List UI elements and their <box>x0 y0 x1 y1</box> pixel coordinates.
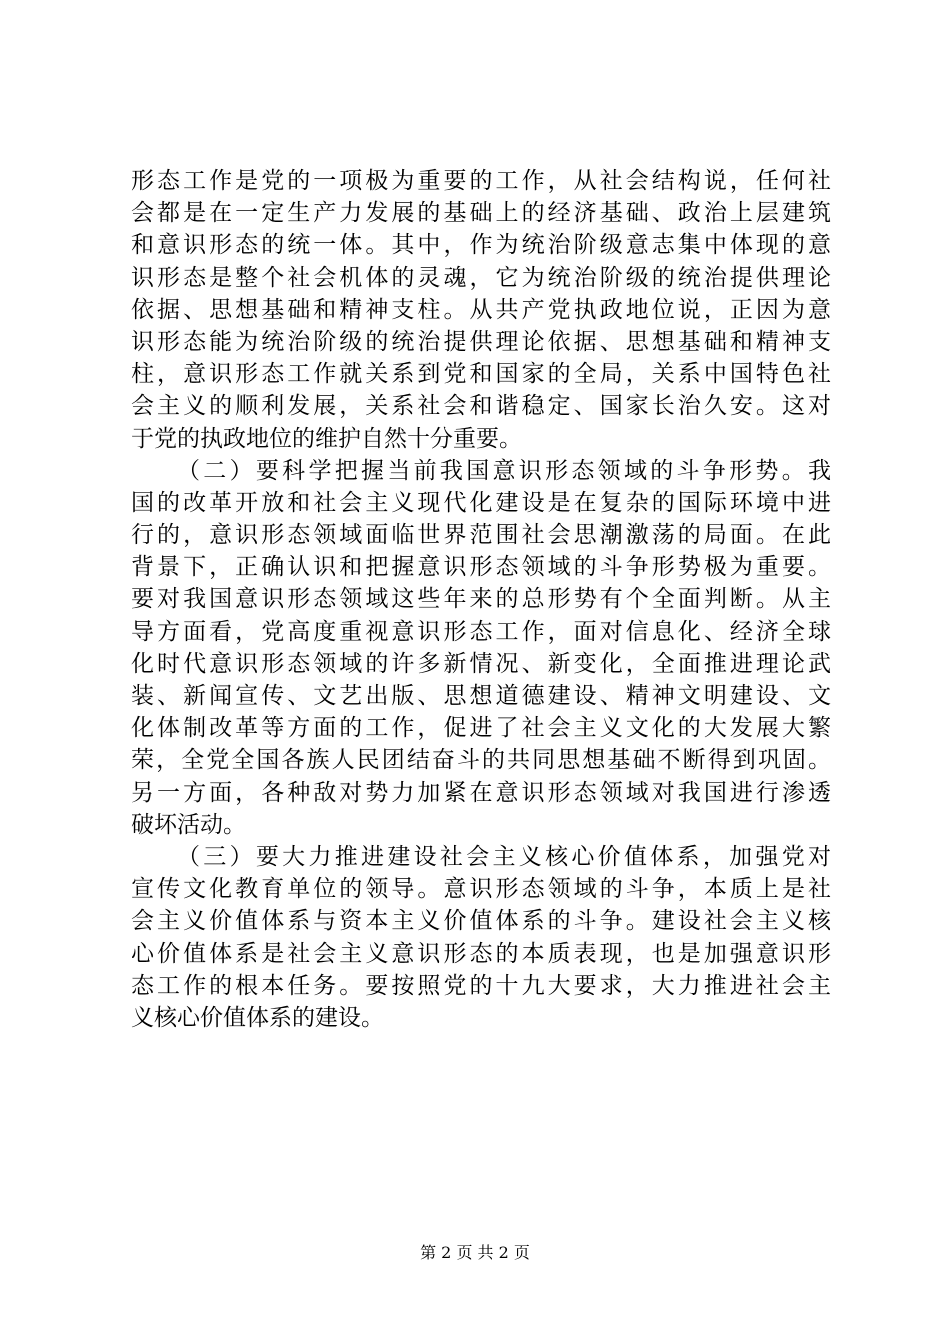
text-line: 心价值体系是社会主义意识形态的本质表现，也是加强意识形 <box>131 940 831 967</box>
text-line: 会主义价值体系与资本主义价值体系的斗争。建设社会主义核 <box>131 908 831 935</box>
text-line: 态工作的根本任务。要按照党的十九大要求，大力推进社会主 <box>131 972 831 999</box>
text-line: 柱，意识形态工作就关系到党和国家的全局，关系中国特色社 <box>131 361 831 388</box>
text-line: 于党的执政地位的维护自然十分重要。 <box>131 425 522 452</box>
body-text <box>131 165 831 1034</box>
text-line: 会都是在一定生产力发展的基础上的经济基础、政治上层建筑 <box>131 200 831 227</box>
text-line: 依据、思想基础和精神支柱。从共产党执政地位说，正因为意 <box>131 296 831 323</box>
text-line: 破坏活动。 <box>131 811 246 838</box>
text-line: 荣，全党全国各族人民团结奋斗的共同思想基础不断得到巩固。 <box>131 747 831 774</box>
paragraph-heading-line: （二）要科学把握当前我国意识形态领域的斗争形势。我 <box>177 457 831 484</box>
text-line: 宣传文化教育单位的领导。意识形态领域的斗争，本质上是社 <box>131 876 831 903</box>
text-line: 另一方面，各种敌对势力加紧在意识形态领域对我国进行渗透 <box>131 779 831 806</box>
text-line: 识形态是整个社会机体的灵魂，它为统治阶级的统治提供理论 <box>131 264 831 291</box>
text-line: 背景下，正确认识和把握意识形态领域的斗争形势极为重要。 <box>131 554 831 581</box>
text-line: 和意识形态的统一体。其中，作为统治阶级意志集中体现的意 <box>131 232 831 259</box>
text-line: 会主义的顺利发展，关系社会和谐稳定、国家长治久安。这对 <box>131 393 831 420</box>
text-line: 化时代意识形态领域的许多新情况、新变化，全面推进理论武 <box>131 650 831 677</box>
text-line: 要对我国意识形态领域这些年来的总形势有个全面判断。从主 <box>131 586 831 613</box>
text-line: 导方面看，党高度重视意识形态工作，面对信息化、经济全球 <box>131 618 831 645</box>
page-footer <box>0 1242 950 1264</box>
text-line: 义核心价值体系的建设。 <box>131 1004 384 1031</box>
text-line: 形态工作是党的一项极为重要的工作，从社会结构说，任何社 <box>131 168 831 194</box>
text-line: 行的，意识形态领域面临世界范围社会思潮激荡的局面。在此 <box>131 522 831 549</box>
page-number-label: 第 2 页 共 2 页 <box>420 1243 530 1262</box>
text-line: 装、新闻宣传、文艺出版、思想道德建设、精神文明建设、文 <box>131 683 831 709</box>
text-line: 国的改革开放和社会主义现代化建设是在复杂的国际环境中进 <box>131 489 831 516</box>
text-line: 识形态能为统治阶级的统治提供理论依据、思想基础和精神支 <box>131 328 831 355</box>
text-line: 化体制改革等方面的工作，促进了社会主义文化的大发展大繁 <box>131 715 831 742</box>
paragraph-heading-line: （三）要大力推进建设社会主义核心价值体系，加强党对 <box>177 843 831 870</box>
